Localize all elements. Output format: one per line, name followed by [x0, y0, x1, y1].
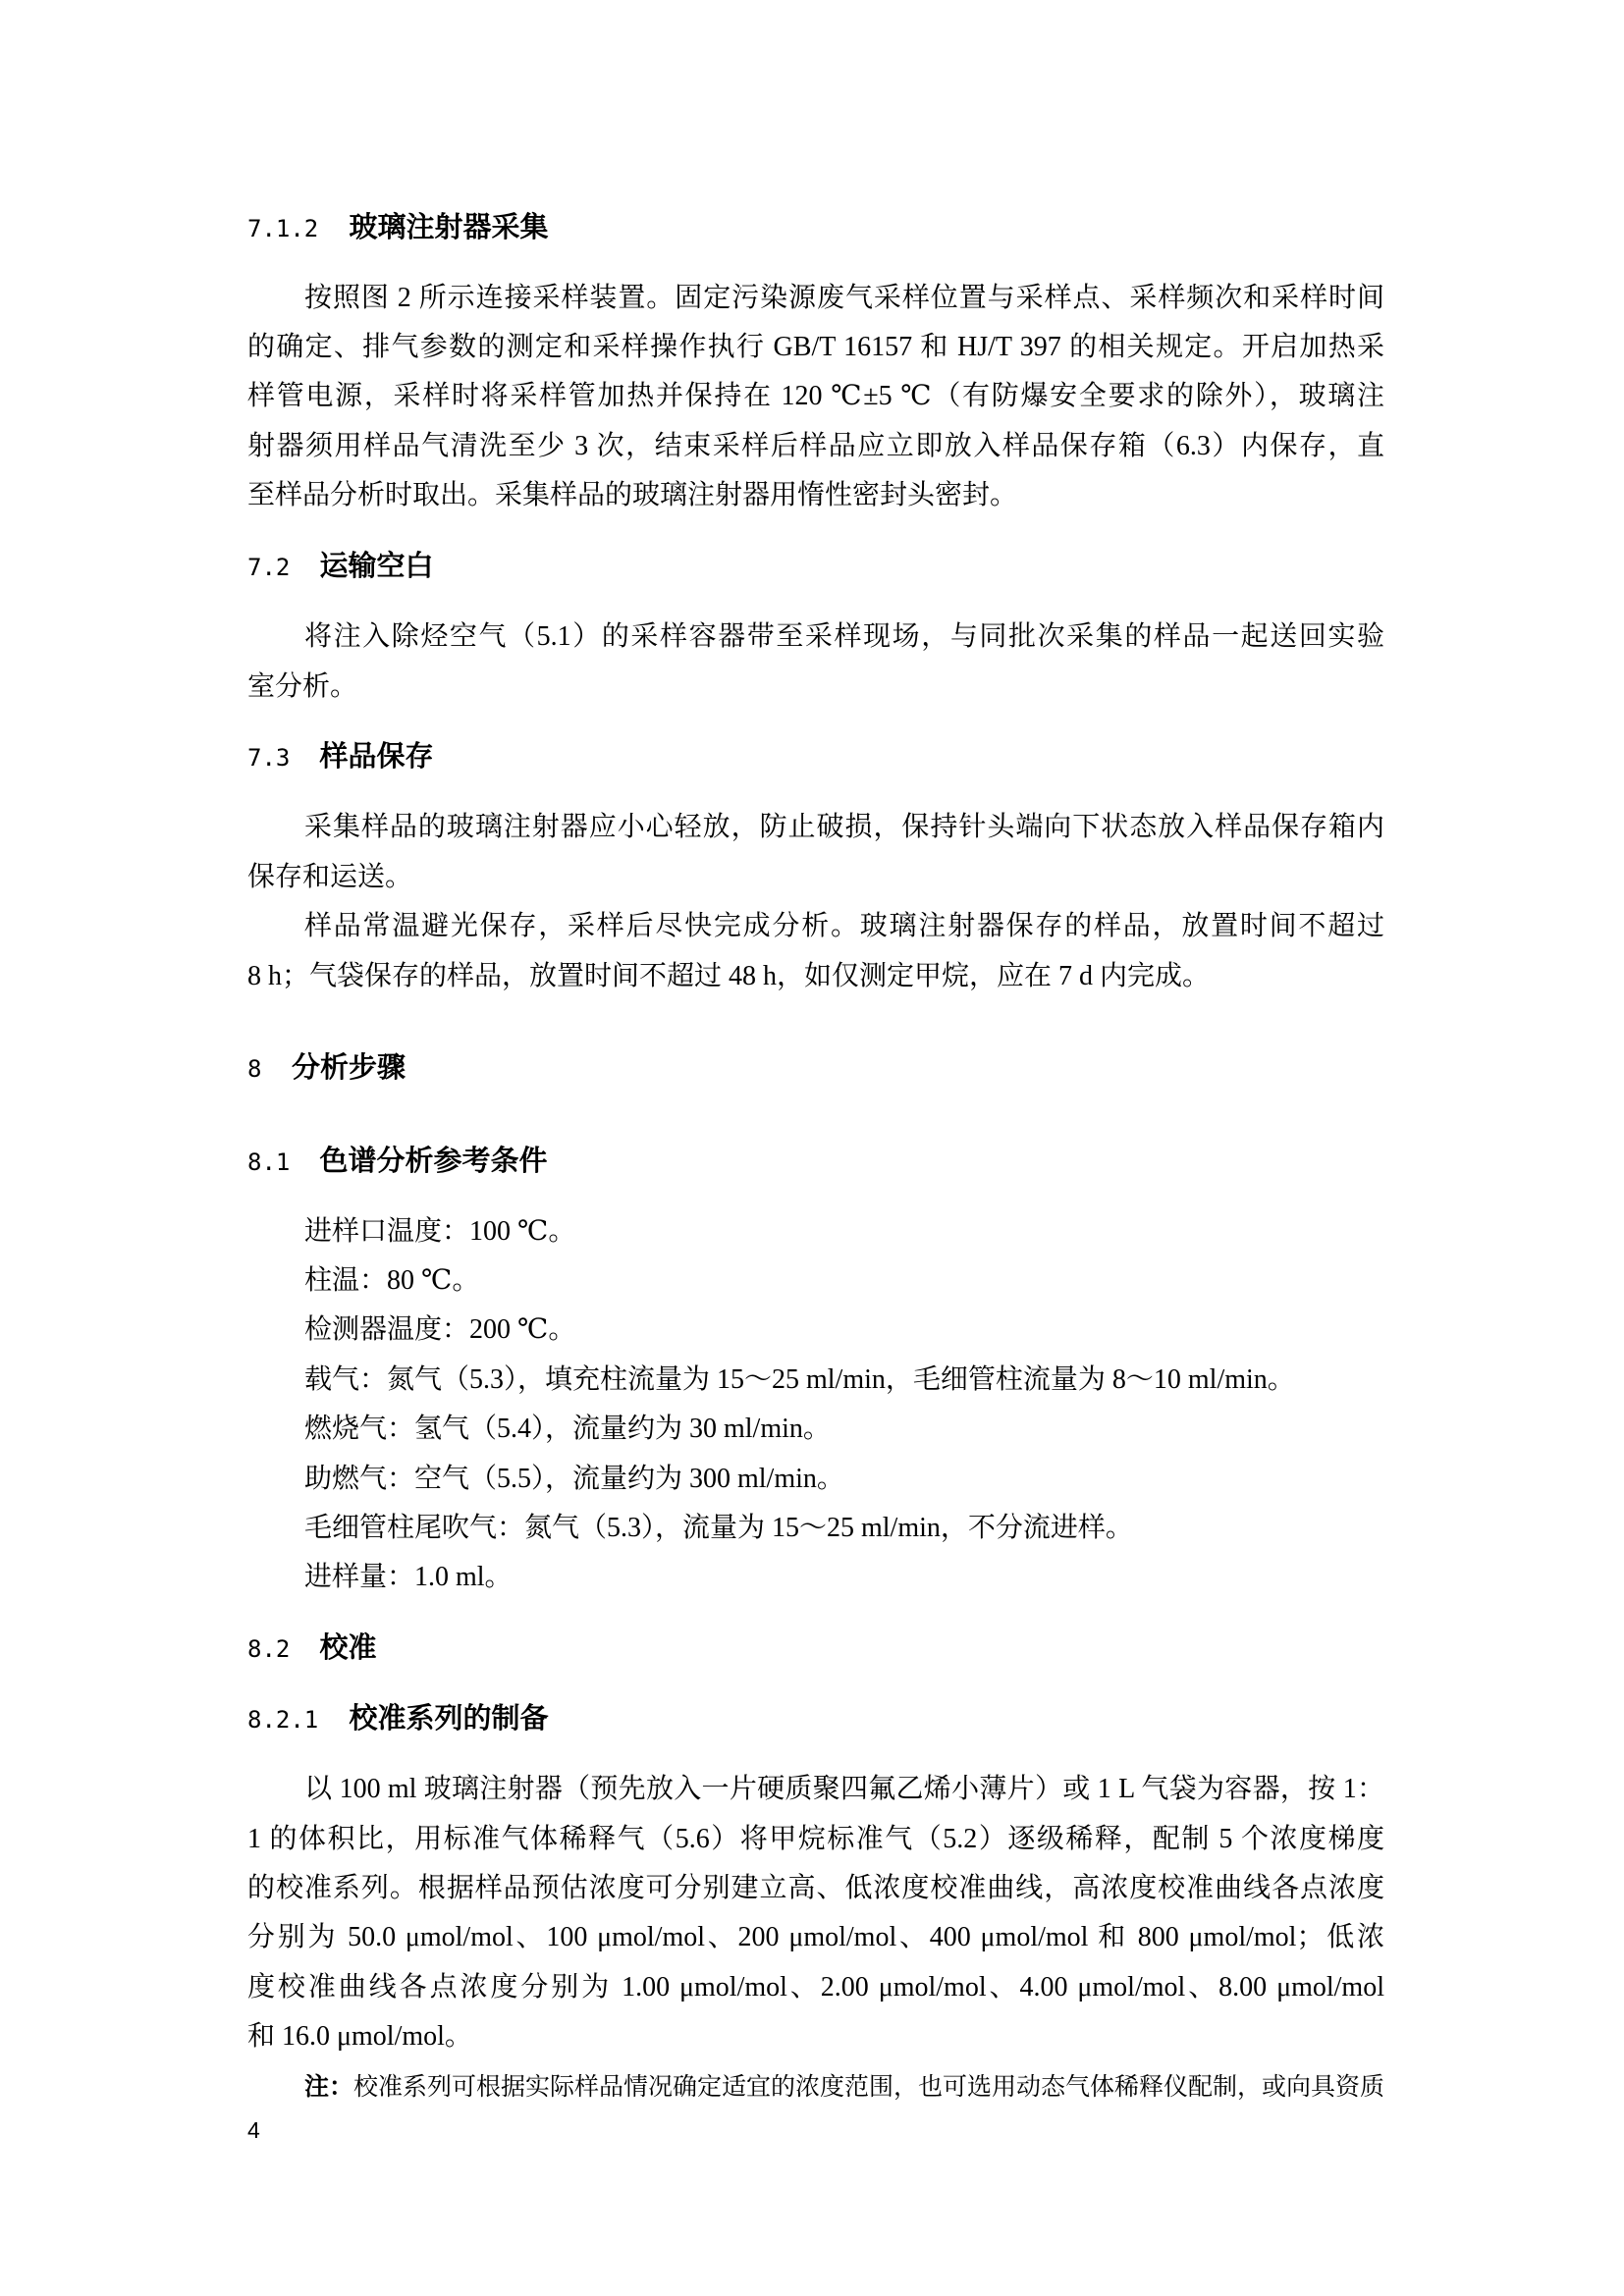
paragraph-line: 样管电源，采样时将采样管加热并保持在 120 ℃±5 ℃（有防爆安全要求的除外），玻璃注: [247, 381, 1384, 412]
condition-item: 载气：氮气（5.3），填充柱流量为 15～25 ml/min，毛细管柱流量为 8～10 ml/min。: [304, 1363, 1295, 1395]
paragraph: [247, 803, 1384, 902]
paragraph-line: 室分析。: [247, 670, 358, 702]
note-label: 注：: [304, 2072, 354, 2101]
paragraph-line: 至样品分析时取出。采集样品的玻璃注射器用惰性密封头密封。: [247, 480, 1018, 511]
paragraph-line: 8 h；气袋保存的样品，放置时间不超过 48 h，如仅测定甲烷，应在 7 d 内完成。: [247, 960, 1211, 991]
section-title: 运输空白: [319, 551, 434, 583]
paragraph-line: 1 的体积比，用标准气体稀释气（5.6）将甲烷标准气（5.2）逐级稀释，配制 5 个浓度梯度: [247, 1823, 1384, 1854]
paragraph: [247, 274, 1384, 521]
paragraph-line: 采集样品的玻璃注射器应小心轻放，防止破损，保持针头端向下状态放入样品保存箱内: [304, 812, 1384, 843]
paragraph-line: 和 16.0 μmol/mol。: [247, 2021, 472, 2053]
section-heading: [247, 732, 1384, 781]
paragraph-line: 保存和运送。: [247, 861, 413, 892]
condition-item: 进样量：1.0 ml。: [304, 1562, 513, 1593]
section-title: 样品保存: [319, 741, 434, 774]
paragraph-line: 度校准曲线各点浓度分别为 1.00 μmol/mol、2.00 μmol/mol、4.00 μmol/mol、8.00 μmol/mol: [247, 1971, 1384, 2002]
condition-item: 检测器温度：200 ℃。: [304, 1314, 576, 1346]
paragraph-line: 样品常温避光保存，采样后尽快完成分析。玻璃注射器保存的样品，放置时间不超过: [304, 911, 1384, 942]
note: [247, 2065, 1384, 2109]
section-heading: [247, 1137, 1384, 1186]
chapter-heading: [247, 1043, 1384, 1093]
section-number: 8: [247, 1054, 262, 1083]
note-text: 校准系列可根据实际样品情况确定适宜的浓度范围，也可选用动态气体稀释仪配制，或向具资质: [353, 2073, 1385, 2101]
section-title: 分析步骤: [292, 1051, 406, 1084]
section-heading: [247, 1624, 1384, 1673]
paragraph-line: 将注入除烃空气（5.1）的采样容器带至采样现场，与同批次采集的样品一起送回实验: [304, 621, 1384, 653]
paragraph-line: 的校准系列。根据样品预估浓度可分别建立高、低浓度校准曲线，高浓度校准曲线各点浓度: [247, 1873, 1384, 1904]
section-heading: [247, 203, 1384, 252]
section-heading: [247, 542, 1384, 591]
paragraph-line: 按照图 2 所示连接采样装置。固定污染源废气采样位置与采样点、采样频次和采样时间: [304, 282, 1384, 313]
paragraph: [247, 613, 1384, 712]
paragraph-line: 射器须用样品气清洗至少 3 次，结束采样后样品应立即放入样品保存箱（6.3）内保存，直: [247, 430, 1384, 461]
paragraph-line: 以 100 ml 玻璃注射器（预先放入一片硬质聚四氟乙烯小薄片）或 1 L 气袋为容器，按 1：: [304, 1774, 1384, 1805]
section-number: 8.2.1: [247, 1706, 319, 1735]
section-number: 7.2: [247, 554, 291, 582]
condition-item: 燃烧气：氢气（5.4），流量约为 30 ml/min。: [304, 1414, 831, 1445]
condition-list: [247, 1207, 1384, 1603]
section-number: 8.2: [247, 1635, 291, 1664]
condition-item: 进样口温度：100 ℃。: [304, 1215, 576, 1247]
paragraph: [247, 1765, 1384, 2061]
page-content: [247, 182, 1384, 2109]
condition-item: 毛细管柱尾吹气：氮气（5.3），流量为 15～25 ml/min，不分流进样。: [304, 1512, 1133, 1543]
page-number: 4: [247, 2117, 260, 2143]
section-number: 7.1.2: [247, 214, 319, 242]
section-heading: [247, 1694, 1384, 1743]
section-title: 校准系列的制备: [349, 1703, 549, 1735]
section-title: 玻璃注射器采集: [349, 211, 549, 243]
section-number: 7.3: [247, 744, 291, 773]
section-number: 8.1: [247, 1148, 291, 1176]
section-title: 校准: [319, 1632, 377, 1665]
paragraph: [247, 902, 1384, 1001]
section-title: 色谱分析参考条件: [319, 1145, 548, 1177]
condition-item: 助燃气：空气（5.5），流量约为 300 ml/min。: [304, 1463, 844, 1494]
condition-item: 柱温：80 ℃。: [304, 1264, 480, 1296]
paragraph-line: 分别为 50.0 μmol/mol、100 μmol/mol、200 μmol/mol、400 μmol/mol 和 800 μmol/mol；低浓: [247, 1922, 1384, 1953]
paragraph-line: 的确定、排气参数的测定和采样操作执行 GB/T 16157 和 HJ/T 397 的相关规定。开启加热采: [247, 331, 1384, 362]
